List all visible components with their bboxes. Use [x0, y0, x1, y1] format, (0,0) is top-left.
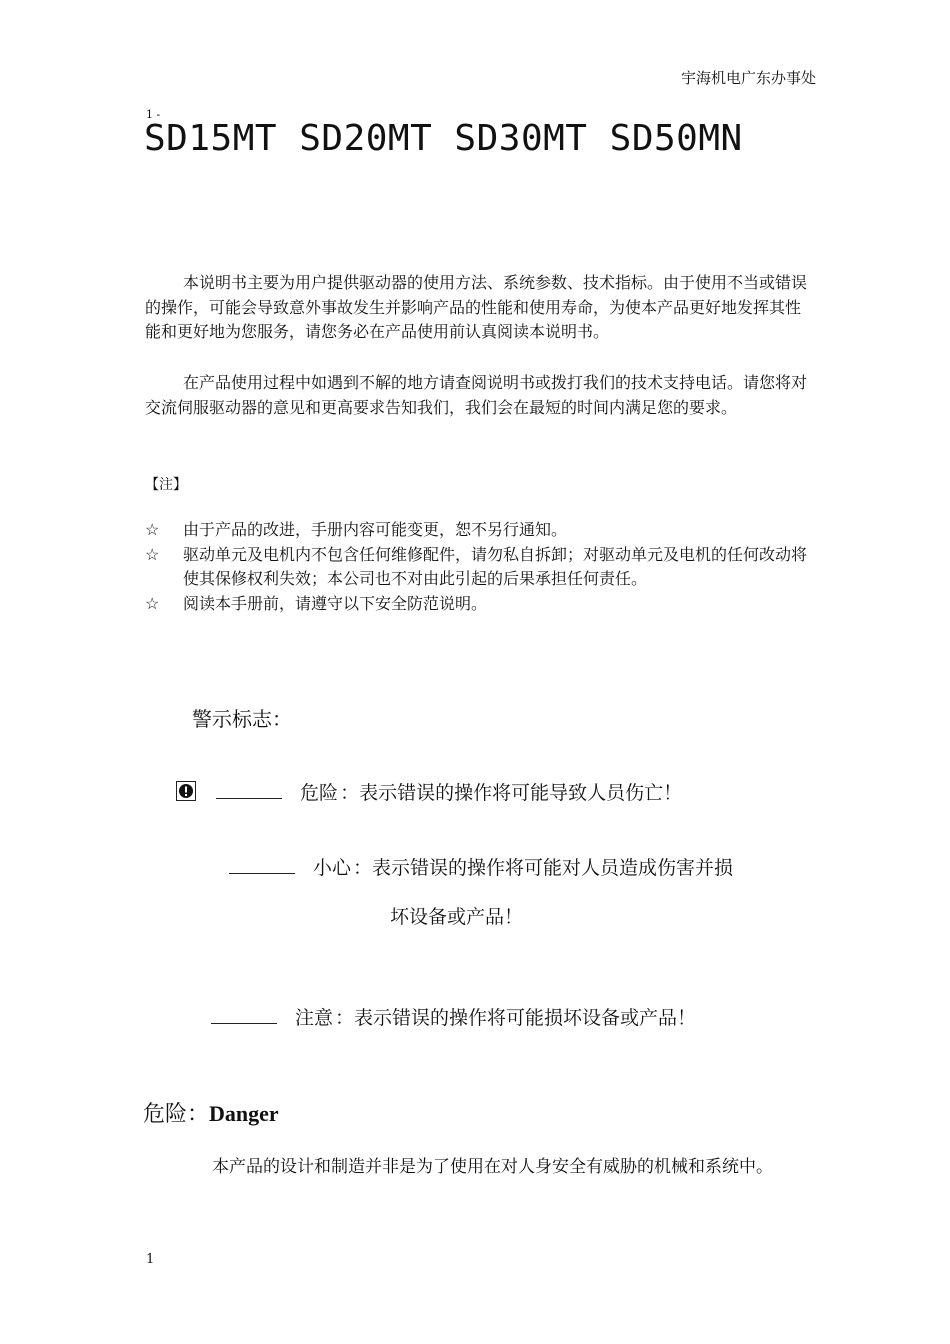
- header-org: 宇海机电广东办事处: [680, 69, 816, 87]
- warning-notice-row: [211, 1003, 696, 1030]
- warning-signs-title: 警示标志：: [192, 707, 292, 731]
- danger-heading-cn: 危险：: [143, 1102, 210, 1127]
- intro-text-1: 本说明书主要为用户提供驱动器的使用方法、系统参数、技术指标。由于使用不当或错误的操作，可能会导致意外事故发生并影响产品的性能和使用寿命，为使本产品更好地发挥其性能和更好地为您服务，请您务必在产品使用前认真阅读本说明书。: [145, 273, 808, 341]
- star-icon: ☆: [145, 520, 160, 539]
- caution-text-continued: 坏设备或产品！: [390, 906, 524, 928]
- intro-paragraph-1: [145, 271, 810, 345]
- danger-paragraph: [178, 1150, 810, 1184]
- note-item: ☆ 阅读本手册前，请遵守以下安全防范说明。: [145, 592, 810, 617]
- danger-label: 危险: [300, 782, 339, 804]
- notes-list: [145, 518, 810, 616]
- blank-line: [216, 798, 282, 799]
- document-title: SD15MT SD20MT SD30MT SD50MN: [144, 118, 743, 159]
- notice-text: ：表示错误的操作将可能损坏设备或产品！: [335, 1007, 697, 1029]
- danger-heading-en: Danger: [209, 1101, 279, 1126]
- danger-text: ：表示错误的操作将可能导致人员伤亡！: [340, 782, 683, 804]
- exclamation-icon: [176, 781, 196, 801]
- danger-text-body: 本产品的设计和制造并非是为了使用在对人身安全有威胁的机械和系统中。: [212, 1157, 773, 1177]
- blank-line: [211, 1023, 277, 1024]
- warning-caution-row: [229, 853, 733, 880]
- page-number: 1: [146, 1252, 155, 1267]
- danger-section-heading: [143, 1097, 279, 1128]
- caution-text: ：表示错误的操作将可能对人员造成伤害并损: [353, 857, 734, 879]
- warning-danger-row: [176, 778, 682, 805]
- note-item: ☆ 由于产品的改进，手册内容可能变更，恕不另行通知。: [145, 518, 810, 543]
- page-marker: 1 -: [146, 108, 161, 121]
- star-icon: ☆: [145, 544, 160, 564]
- notice-label: 注意: [295, 1007, 334, 1029]
- caution-label: 小心: [313, 857, 352, 879]
- note-item: ☆ 驱动单元及电机内不包含任何维修配件，请勿私自拆卸；对驱动单元及电机的任何改动将使其保修权利失效；本公司也不对由此引起的后果承担任何责任。: [145, 544, 808, 588]
- star-icon: ☆: [145, 593, 160, 613]
- intro-text-2: 在产品使用过程中如遇到不解的地方请查阅说明书或拨打我们的技术支持电话。请您将对交流伺服驱动器的意见和更高要求告知我们，我们会在最短的时间内满足您的要求。: [145, 373, 808, 417]
- blank-line: [229, 873, 295, 874]
- notes-heading: 【注】: [145, 477, 187, 493]
- intro-paragraph-2: [145, 371, 810, 420]
